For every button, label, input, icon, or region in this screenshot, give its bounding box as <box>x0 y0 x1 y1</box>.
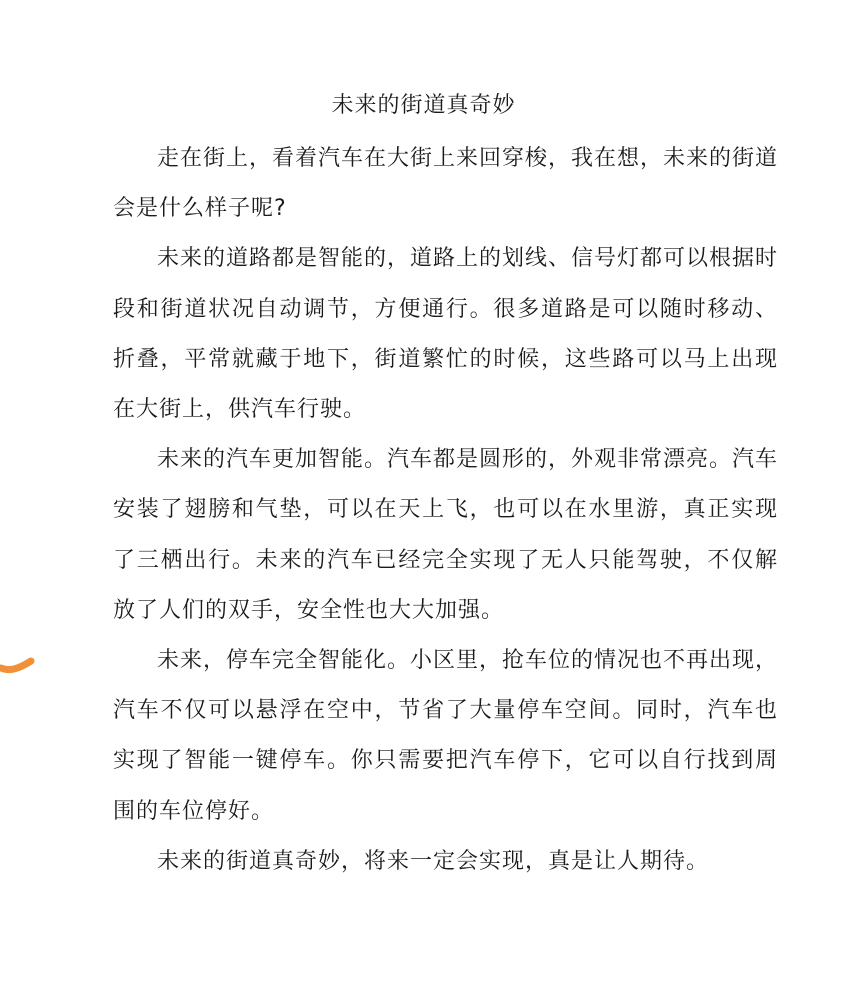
paragraph-5: 未来的街道真奇妙，将来一定会实现，真是让人期待。 <box>157 848 710 874</box>
paragraph-1: 走在街上，看着汽车在大街上来回穿梭，我在想，未来的街道会是什么样子呢? <box>113 146 779 222</box>
paragraph-4: 未来，停车完全智能化。小区里，抢车位的情况也不再出现，汽车不仅可以悬浮在空中，节省了大量停车空间。同时，汽车也实现了智能一键停车。你只需要把汽车停下，它可以自行找到周围的车位停好。 <box>113 648 779 824</box>
essay-title: 未来的街道真奇妙 <box>331 93 516 118</box>
paragraph-2: 未来的道路都是智能的，道路上的划线、信号灯都可以根据时段和街道状况自动调节，方便通行。很多道路是可以随时移动、折叠，平常就藏于地下，街道繁忙的时候，这些路可以马上出现在大街上，供汽车行驶。 <box>113 246 779 423</box>
paragraph-3: 未来的汽车更加智能。汽车都是圆形的，外观非常漂亮。汽车安装了翅膀和气垫，可以在天上飞，也可以在水里游，真正实现了三栖出行。未来的汽车已经完全实现了无人只能驾驶，不仅解放了人们的双手，安全性也大大加强。 <box>113 447 779 623</box>
essay-body <box>113 134 778 887</box>
pen-stroke-mark <box>0 650 40 676</box>
